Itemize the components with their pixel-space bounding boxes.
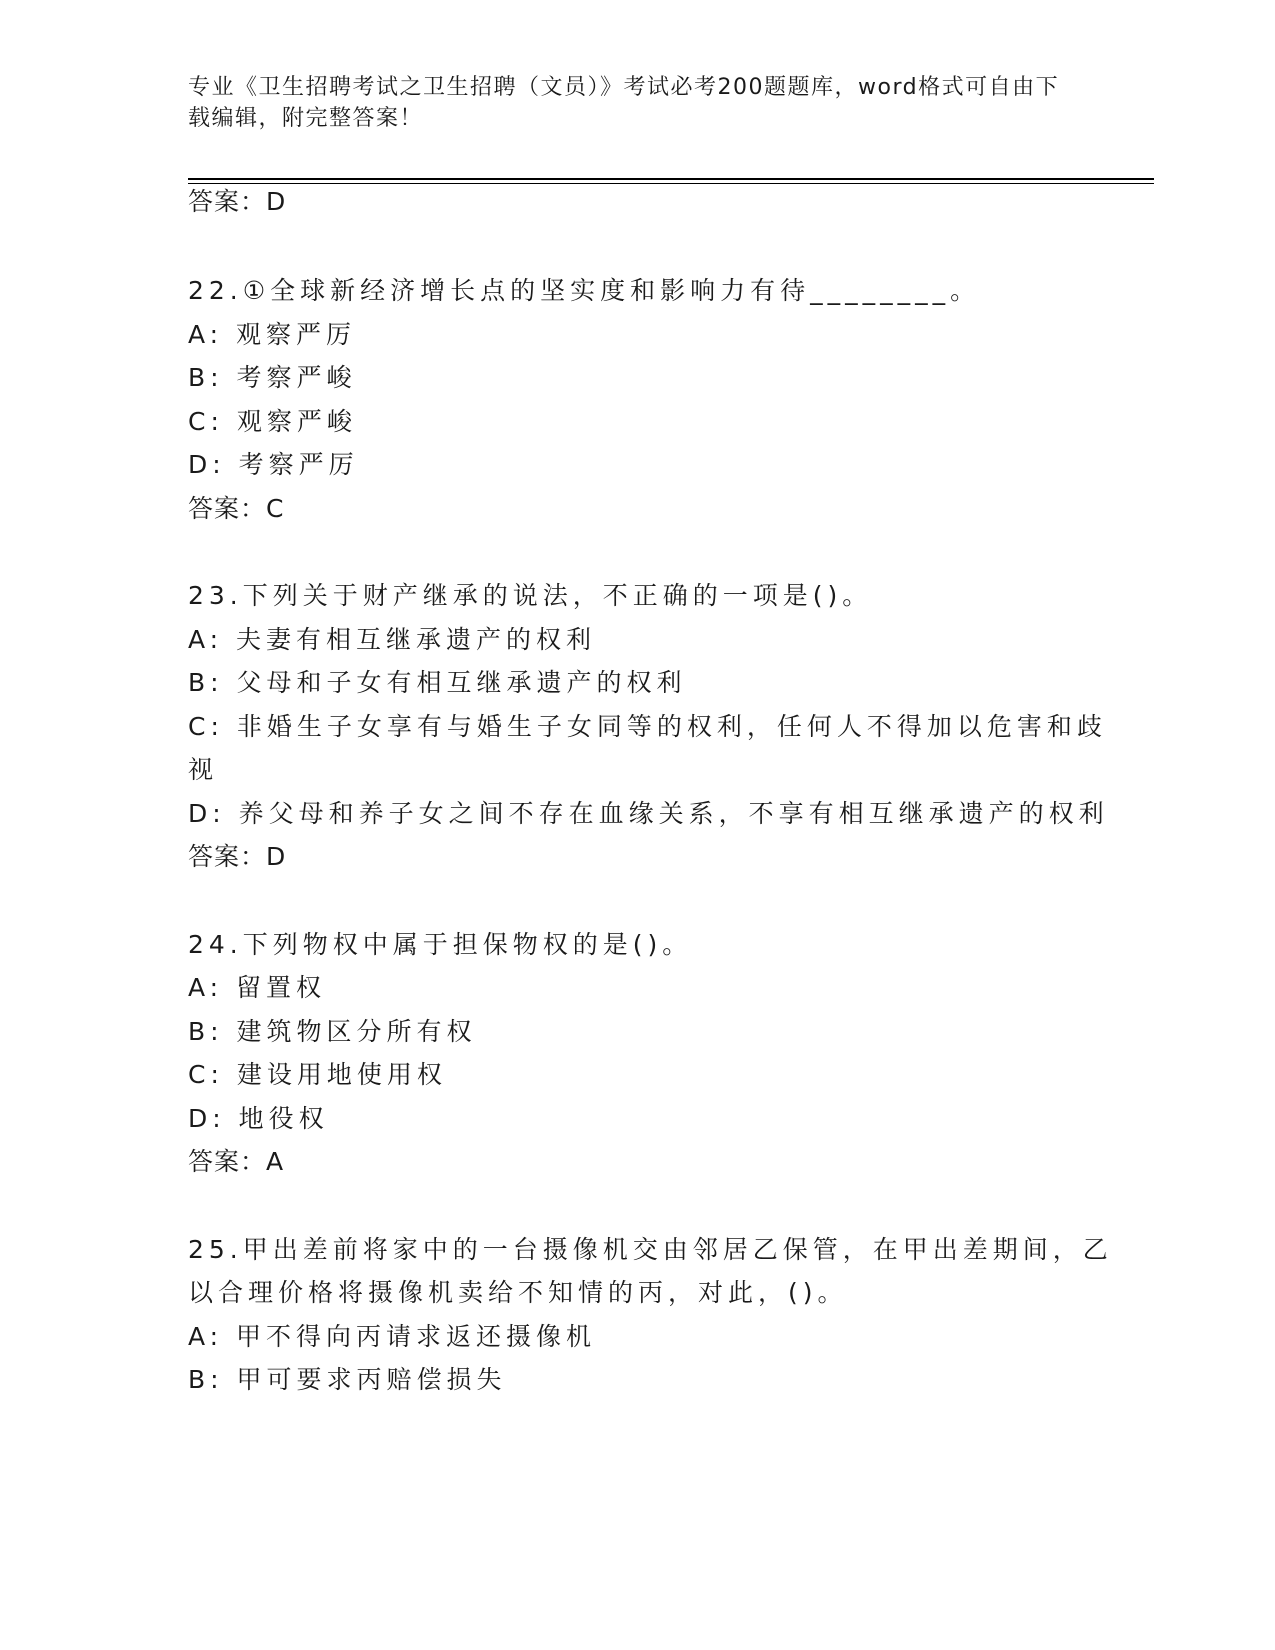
question-22-stem: 22.①全球新经济增长点的坚实度和影响力有待________。: [188, 276, 981, 305]
question-25-stem: 25.甲出差前将家中的一台摄像机交由邻居乙保管，在甲出差期间，乙: [188, 1235, 1113, 1264]
answer-24: 答案：A: [188, 1147, 285, 1176]
question-22-option-c: C: 观察严峻: [188, 407, 357, 436]
answer-23: 答案：D: [188, 842, 287, 871]
question-24-stem: 24.下列物权中属于担保物权的是()。: [188, 930, 693, 959]
question-23-stem: 23.下列关于财产继承的说法，不正确的一项是()。: [188, 581, 873, 610]
question-24-option-d: D: 地役权: [188, 1104, 329, 1133]
question-25-stem-continued: 以合理价格将摄像机卖给不知情的丙，对此，()。: [188, 1278, 848, 1307]
header-divider-thin: [188, 183, 1154, 184]
question-22-option-a: A: 观察严厉: [188, 320, 357, 349]
question-24-option-b: B: 建筑物区分所有权: [188, 1017, 477, 1046]
question-25-option-b: B: 甲可要求丙赔偿损失: [188, 1365, 507, 1394]
answer-22: 答案：C: [188, 494, 285, 523]
question-25-option-a: A: 甲不得向丙请求返还摄像机: [188, 1322, 597, 1351]
question-22-option-b: B: 考察严峻: [188, 363, 357, 392]
answer-21: 答案：D: [188, 187, 287, 216]
question-24-option-a: A: 留置权: [188, 973, 327, 1002]
question-23-option-c: C: 非婚生子女享有与婚生子女同等的权利，任何人不得加以危害和歧: [188, 712, 1107, 741]
header-divider-thick: [188, 178, 1154, 180]
question-23-option-d: D: 养父母和养子女之间不存在血缘关系，不享有相互继承遗产的权利: [188, 799, 1109, 828]
question-23-option-c-continued: 视: [188, 755, 219, 784]
question-23-option-a: A: 夫妻有相互继承遗产的权利: [188, 625, 597, 654]
question-24-option-c: C: 建设用地使用权: [188, 1060, 447, 1089]
document-header: 专业《卫生招聘考试之卫生招聘（文员）》考试必考200题题库，word格式可自由下载编辑，附完整答案！: [188, 75, 1060, 131]
question-22-option-d: D: 考察严厉: [188, 450, 359, 479]
question-23-option-b: B: 父母和子女有相互继承遗产的权利: [188, 668, 687, 697]
